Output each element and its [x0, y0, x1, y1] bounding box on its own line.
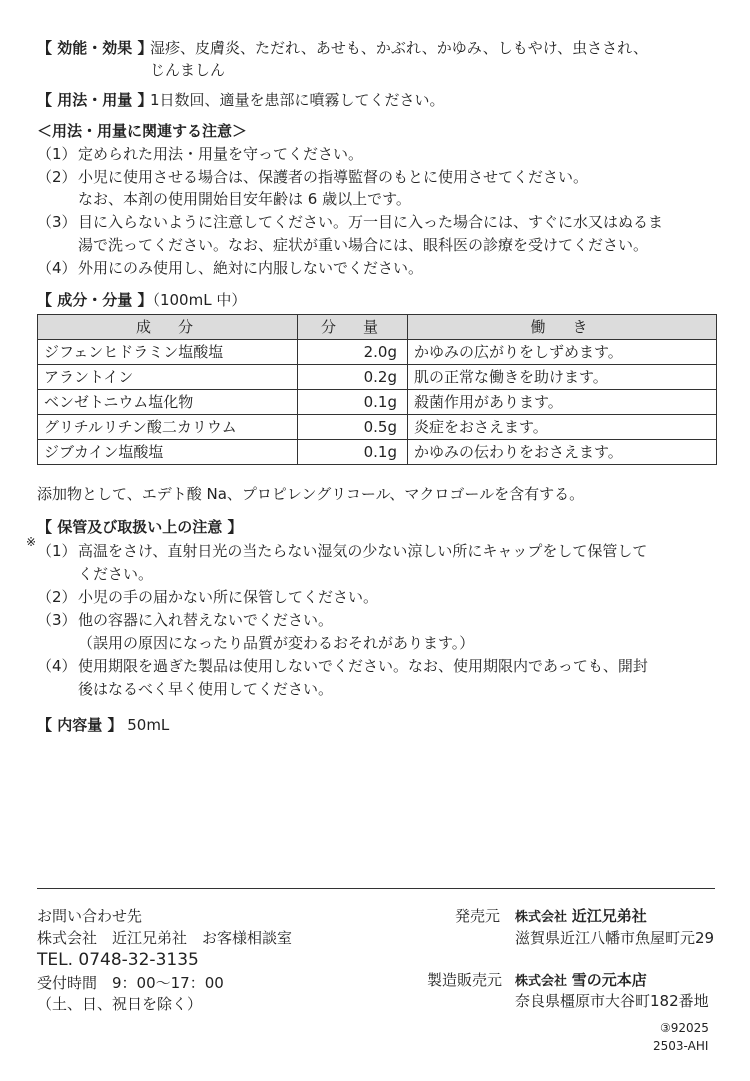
- ingredient-name: ジフェンヒドラミン塩酸塩: [38, 340, 298, 365]
- footer-divider: [37, 888, 715, 889]
- ingredient-action: かゆみの広がりをしずめます。: [408, 340, 717, 365]
- storage-note-1-text-2: ください。: [78, 565, 154, 583]
- column-header-name: 成 分: [38, 315, 298, 340]
- ingredients-label: 【 成分・分量 】: [37, 291, 153, 309]
- dosage-note-4-text: 外用にのみ使用し、絶対に内服しないでください。: [78, 259, 424, 277]
- ingredients-table: [37, 314, 717, 465]
- ingredient-name: ベンゼトニウム塩化物: [38, 390, 298, 415]
- contact-hours: 受付時間 9：00～17：00: [37, 974, 224, 992]
- storage-note-4-text-2: 後はなるべく早く使用してください。: [78, 680, 334, 698]
- ingredient-amount: 2.0g: [298, 340, 408, 365]
- manufacturer-prefix: 株式会社: [515, 974, 568, 989]
- contact-tel: TEL. 0748-32-3135: [37, 950, 199, 970]
- dosage-note-3-num: （3）: [37, 213, 77, 231]
- dosage-note-2-text-1: 小児に使用させる場合は、保護者の指導監督のもとに使用させてください。: [78, 168, 589, 186]
- efficacy-label: 【 効能・効果 】: [37, 39, 153, 57]
- product-code-2: 2503-AHI: [653, 1039, 709, 1053]
- dosage-notes-heading: ＜用法・用量に関連する注意＞: [37, 122, 248, 140]
- storage-note-2-num: （2）: [37, 588, 77, 606]
- seller-address: 滋賀県近江八幡市魚屋町元29: [515, 929, 715, 947]
- content-value: 50mL: [127, 716, 170, 734]
- storage-note-2-text: 小児の手の届かない所に保管してください。: [78, 588, 379, 606]
- storage-label: 【 保管及び取扱い上の注意 】: [37, 518, 243, 536]
- dosage-note-1-num: （1）: [37, 145, 77, 163]
- manufacturer-name: 雪の元本店: [571, 971, 647, 989]
- ingredient-action: 殺菌作用があります。: [408, 390, 717, 415]
- content-amount: [37, 715, 169, 735]
- dosage-note-3-text-2: 湯で洗ってください。なお、症状が重い場合には、眼科医の診療を受けてください。: [78, 236, 649, 254]
- ingredient-amount: 0.1g: [298, 390, 408, 415]
- table-row: [38, 390, 717, 415]
- manufacturer-role: 製造販売元: [427, 971, 503, 989]
- contact-company: 株式会社 近江兄弟社 お客様相談室: [37, 929, 293, 947]
- dosage-note-3-text-1: 目に入らないように注意してください。万一目に入った場合には、すぐに水又はぬるま: [78, 213, 664, 231]
- ingredient-amount: 0.1g: [298, 440, 408, 465]
- dosage-label: 【 用法・用量 】: [37, 91, 153, 109]
- storage-note-3-num: （3）: [37, 611, 77, 629]
- dosage-note-2-text-2: なお、本剤の使用開始目安年齢は 6 歳以上です。: [78, 190, 411, 208]
- manufacturer-name-line: [515, 970, 647, 992]
- efficacy-text-1: 湿疹、皮膚炎、ただれ、あせも、かぶれ、かゆみ、しもやけ、虫さされ、: [150, 39, 649, 57]
- storage-mark: ※: [26, 535, 37, 549]
- table-row: [38, 440, 717, 465]
- column-header-action: 働 き: [408, 315, 717, 340]
- dosage-note-1-text: 定められた用法・用量を守ってください。: [78, 145, 364, 163]
- ingredient-action: 炎症をおさえます。: [408, 415, 717, 440]
- content-label: 【 内容量 】: [37, 716, 123, 734]
- table-row: [38, 365, 717, 390]
- ingredient-action: 肌の正常な働きを助けます。: [408, 365, 717, 390]
- dosage-note-4-num: （4）: [37, 259, 77, 277]
- contact-heading: お問い合わせ先: [37, 907, 143, 925]
- manufacturer-address: 奈良県橿原市大谷町182番地: [515, 992, 709, 1010]
- table-row: [38, 415, 717, 440]
- product-code-1: ③92025: [660, 1021, 709, 1035]
- seller-role: 発売元: [455, 907, 501, 925]
- ingredient-amount: 0.2g: [298, 365, 408, 390]
- seller-name: 近江兄弟社: [571, 907, 647, 925]
- ingredients-heading: [37, 290, 246, 310]
- seller-prefix: 株式会社: [515, 910, 568, 925]
- column-header-amount: 分 量: [298, 315, 408, 340]
- table-row: [38, 340, 717, 365]
- additives-text: 添加物として、エデト酸 Na、プロピレングリコール、マクロゴールを含有する。: [37, 485, 585, 503]
- ingredient-name: グリチルリチン酸二カリウム: [38, 415, 298, 440]
- contact-closed: （土、日、祝日を除く）: [37, 995, 203, 1013]
- ingredient-name: アラントイン: [38, 365, 298, 390]
- storage-note-3-text-2: （誤用の原因になったり品質が変わるおそれがあります。）: [78, 634, 475, 652]
- storage-note-4-text-1: 使用期限を過ぎた製品は使用しないでください。なお、使用期限内であっても、開封: [78, 657, 648, 675]
- ingredient-name: ジブカイン塩酸塩: [38, 440, 298, 465]
- ingredient-action: かゆみの伝わりをおさえます。: [408, 440, 717, 465]
- storage-note-1-text-1: 高温をさけ、直射日光の当たらない湿気の少ない涼しい所にキャップをして保管して: [78, 542, 648, 560]
- dosage-note-2-num: （2）: [37, 168, 77, 186]
- storage-note-3-text-1: 他の容器に入れ替えないでください。: [78, 611, 334, 629]
- storage-note-4-num: （4）: [37, 657, 77, 675]
- table-header-row: [38, 315, 717, 340]
- storage-note-1-num: （1）: [37, 542, 77, 560]
- ingredient-amount: 0.5g: [298, 415, 408, 440]
- seller-name-line: [515, 906, 647, 928]
- efficacy-text-2: じんましん: [150, 61, 226, 79]
- ingredients-basis: （100mL 中）: [152, 291, 247, 309]
- dosage-text: 1日数回、適量を患部に噴霧してください。: [150, 91, 445, 109]
